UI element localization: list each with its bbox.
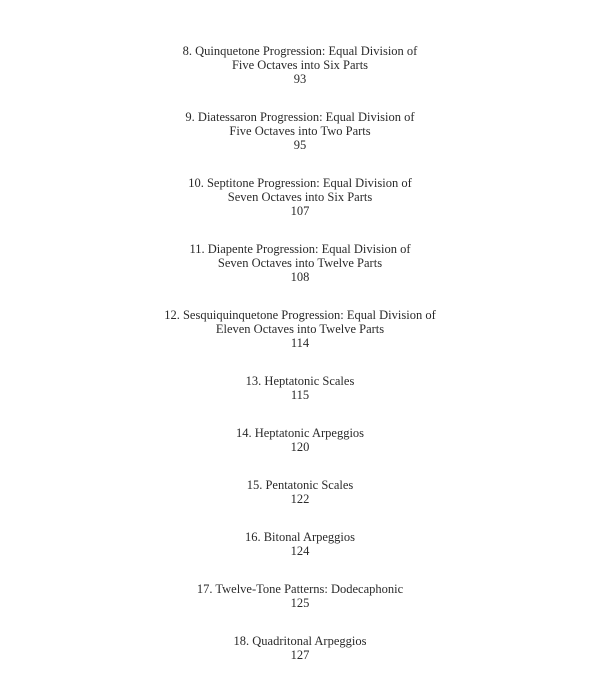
toc-entry-8 [0,44,600,86]
toc-entry-13 [0,374,600,402]
toc-entry-18 [0,634,600,662]
toc-entry-9 [0,110,600,152]
toc-entry-page-number: 108 [290,270,310,284]
toc-entry-title: 18. Quadritonal Arpeggios [233,634,367,648]
toc-entry-page-number: 114 [290,336,310,350]
toc-entry-title: Five Octaves into Two Parts [229,124,371,138]
toc-entry-title: 13. Heptatonic Scales [245,374,355,388]
toc-entry-14 [0,426,600,454]
toc-entry-title: 14. Heptatonic Arpeggios [235,426,365,440]
toc-entry-page-number: 127 [290,648,310,662]
toc-entry-17 [0,582,600,610]
toc-entry-title: Seven Octaves into Six Parts [227,190,373,204]
toc-entry-title: 12. Sesquiquinquetone Progression: Equal Division of [164,308,436,322]
toc-entry-page-number: 107 [290,204,310,218]
toc-entry-16 [0,530,600,558]
toc-entry-title: 11. Diapente Progression: Equal Division of [189,242,411,256]
toc-entry-title: 16. Bitonal Arpeggios [244,530,356,544]
toc-entry-page-number: 125 [290,596,310,610]
toc-entry-title: 8. Quinquetone Progression: Equal Division of [182,44,418,58]
toc-entry-page-number: 93 [293,72,307,86]
toc-entry-title: Eleven Octaves into Twelve Parts [215,322,385,336]
toc-entry-page-number: 115 [290,388,310,402]
toc-entry-page-number: 120 [290,440,310,454]
toc-entry-15 [0,478,600,506]
toc-entry-12 [0,308,600,350]
toc-entry-page-number: 95 [293,138,307,152]
toc-entry-11 [0,242,600,284]
toc-entry-page-number: 122 [290,492,310,506]
toc-entry-title: Seven Octaves into Twelve Parts [217,256,383,270]
toc-entry-title: 9. Diatessaron Progression: Equal Division of [185,110,415,124]
toc-entry-title: 15. Pentatonic Scales [246,478,354,492]
toc-entry-title: 17. Twelve-Tone Patterns: Dodecaphonic [196,582,404,596]
toc-entry-page-number: 124 [290,544,310,558]
toc-entry-title: 10. Septitone Progression: Equal Division of [188,176,412,190]
toc-entry-title: Five Octaves into Six Parts [231,58,369,72]
table-of-contents [0,44,600,686]
toc-entry-10 [0,176,600,218]
